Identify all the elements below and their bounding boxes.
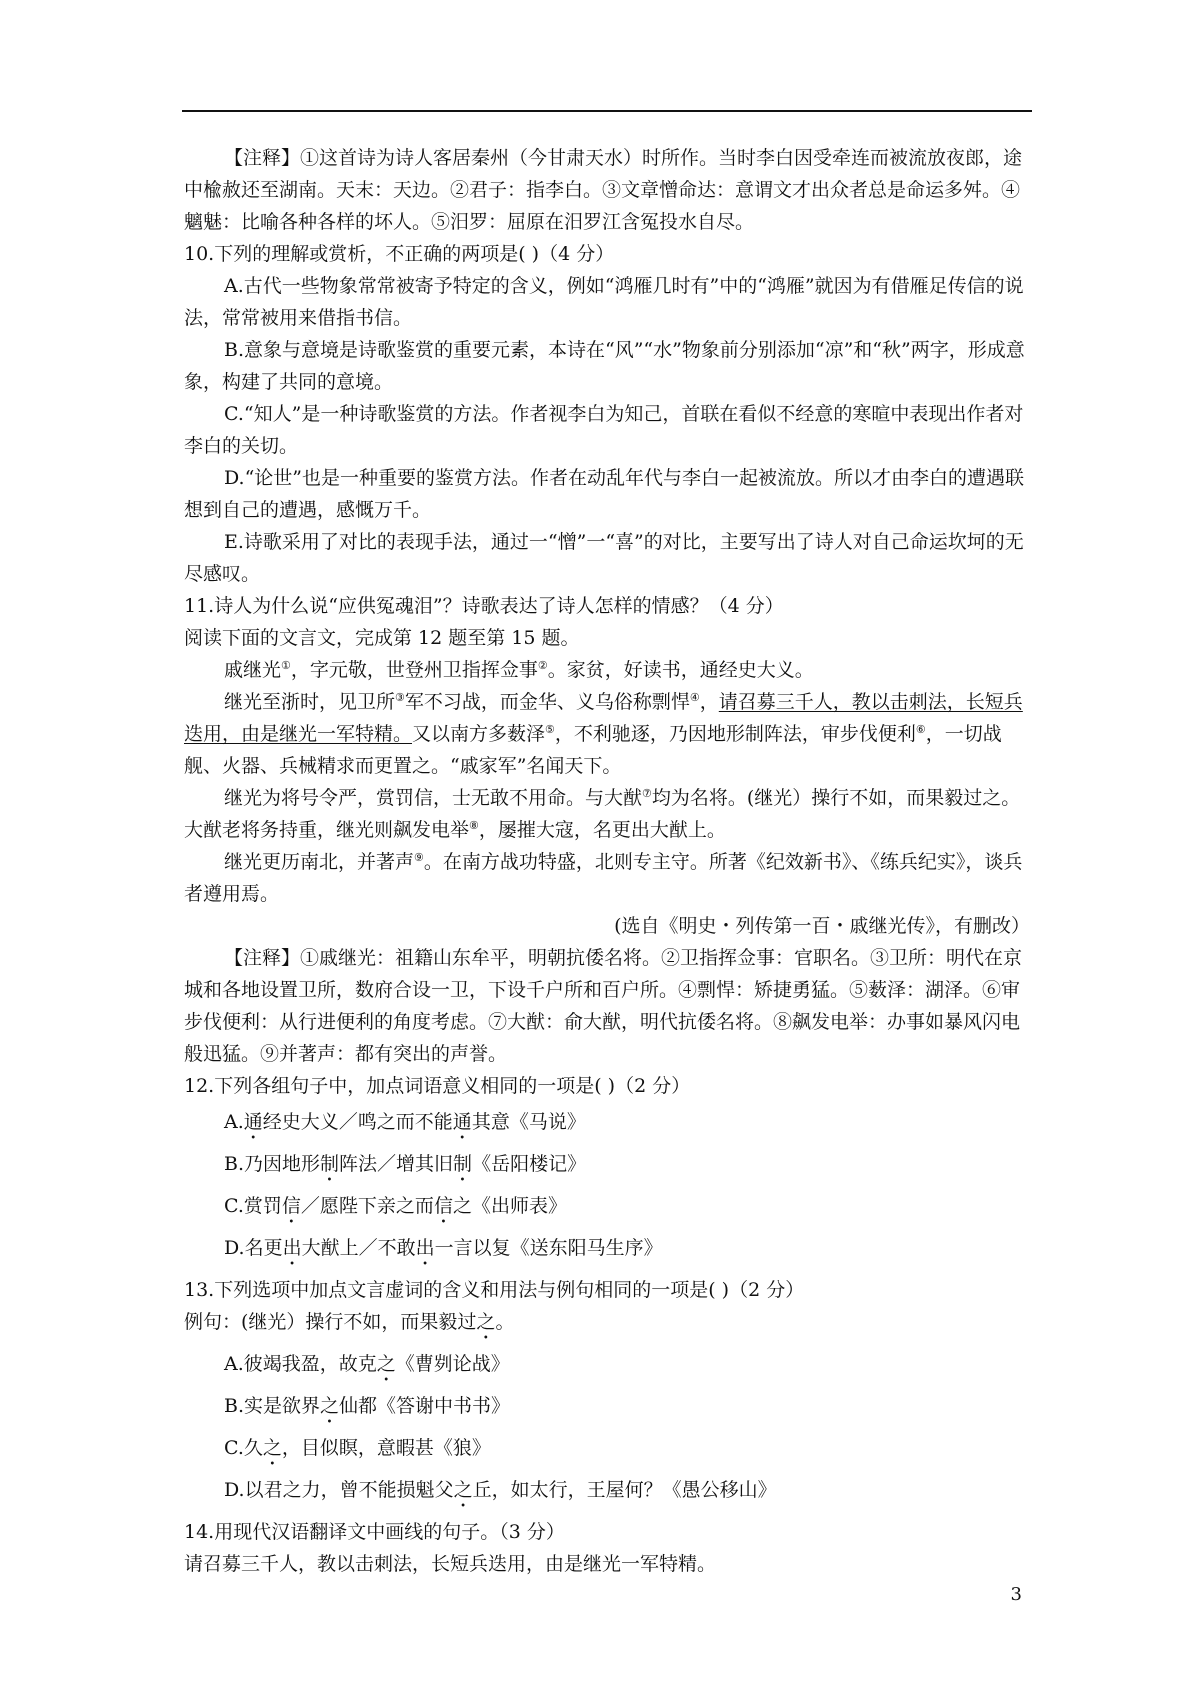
question-10-option-a: A.古代一些物象常常被寄予特定的含义，例如“鸿雁几时有”中的“鸿雁”就因为有借雁足传信的说法，常常被用来借指书信。: [184, 275, 1024, 329]
question-11: 11.诗人为什么说“应供冤魂泪”？诗歌表达了诗人怎样的情感？（4 分）: [184, 595, 784, 617]
question-10-option-d: D.“论世”也是一种重要的鉴赏方法。作者在动乱年代与李白一起被流放。所以才由李白的遭遇联想到自己的遭遇，感慨万千。: [184, 467, 1025, 521]
passage-paragraph-4: 继光更历南北，并著声⑨。在南方战功特盛，北则专主守。所著《纪效新书》、《练兵纪实》，谈兵者遵用焉。: [184, 851, 1023, 905]
passage-source: (选自《明史・列传第一百・戚继光传》，有删改）: [614, 915, 1030, 937]
question-10-option-b: B.意象与意境是诗歌鉴赏的重要元素，本诗在“风”“水”物象前分别添加“凉”和“秋”两字，形成意象，构建了共同的意境。: [184, 339, 1025, 393]
question-13-option-a: A.彼竭我盈，故克之《曹刿论战》: [224, 1353, 510, 1375]
poem-notes: 【注释】①这首诗为诗人客居秦州（今甘肃天水）时所作。当时李白因受牵连而被流放夜郎，途中楡赦还至湖南。天末：天边。②君子：指李白。③文章憎命达：意谓文才出众者总是命运多舛。④魑魅：比喻各种各样的坏人。⑤汨罗：屈原在汨罗江含冤投水自尽。: [184, 147, 1023, 233]
question-10-option-c: C.“知人”是一种诗歌鉴赏的方法。作者视李白为知己，首联在看似不经意的寒暄中表现出作者对李白的关切。: [184, 403, 1024, 457]
question-13-option-c: C.久之，目似瞑，意暇甚《狼》: [224, 1437, 491, 1459]
question-10-stem: 10.下列的理解或赏析，不正确的两项是( )（4 分）: [184, 243, 615, 265]
question-13-example: 例句：(继光）操行不如，而果毅过之。: [184, 1311, 515, 1333]
underlined-sentence: 请召募三千人，教以击刺法，长短兵迭用，由是继光一军特精。: [184, 691, 1023, 745]
question-12-option-b: B.乃因地形制阵法／增其旧制《岳阳楼记》: [224, 1153, 587, 1175]
question-13-option-d: D.以君之力，曾不能损魁父之丘，如太行，王屋何？《愚公移山》: [224, 1479, 777, 1501]
passage-paragraph-1: 戚继光①，字元敬，世登州卫指挥佥事②。家贫，好读书，通经史大义。: [224, 659, 814, 681]
question-14-stem: 14.用现代汉语翻译文中画线的句子。（3 分）: [184, 1521, 565, 1543]
passage-paragraph-3: 继光为将号令严，赏罚信，士无敢不用命。与大猷⑦均为名将。(继光）操行不如，而果毅过之。大猷老将务持重，继光则飙发电举⑧，屡摧大寇，名更出大猷上。: [184, 787, 1021, 841]
question-13-stem: 13.下列选项中加点文言虚词的含义和用法与例句相同的一项是( )（2 分）: [184, 1279, 805, 1301]
question-12-stem: 12.下列各组句子中，加点词语意义相同的一项是( )（2 分）: [184, 1075, 691, 1097]
passage-notes: 【注释】①戚继光：祖籍山东牟平，明朝抗倭名将。②卫指挥佥事：官职名。③卫所：明代在京城和各地设置卫所，数府合设一卫，下设千户所和百户所。④剽悍：矫捷勇猛。⑤薮泽：湖泽。⑥审步伐便利：从行进便利的角度考虑。⑦大猷：俞大猷，明代抗倭名将。⑧飙发电举：办事如暴风闪电般迅猛。⑨并著声：都有突出的声誉。: [184, 947, 1023, 1065]
question-12-option-a: A.通经史大义／鸣之而不能通其意《马说》: [224, 1111, 586, 1133]
question-14-sentence: 请召募三千人，教以击刺法，长短兵迭用，由是继光一军特精。: [184, 1553, 717, 1575]
reading-intro: 阅读下面的文言文，完成第 12 题至第 15 题。: [184, 627, 580, 649]
header-rule: [182, 110, 1032, 112]
question-13-option-b: B.实是欲界之仙都《答谢中书书》: [224, 1395, 511, 1417]
question-12-option-c: C.赏罚信／愿陛下亲之而信之《出师表》: [224, 1195, 567, 1217]
question-10-option-e: E.诗歌采用了对比的表现手法，通过一“憎”一“喜”的对比，主要写出了诗人对自己命运坎坷的无尽感叹。: [184, 531, 1024, 585]
passage-paragraph-2: 继光至浙时，见卫所③军不习战，而金华、义乌俗称剽悍④，请召募三千人，教以击刺法，长短兵迭用，由是继光一军特精。又以南方多薮泽⑤，不利驰逐，乃因地形制阵法，审步伐便利⑥，一切战舰、火器、兵械精求而更置之。“戚家军”名闻天下。: [184, 691, 1023, 777]
page-number: 3: [1010, 1584, 1022, 1605]
page-content: [184, 142, 1030, 1580]
question-12-option-d: D.名更出大猷上／不敢出一言以复《送东阳马生序》: [224, 1237, 663, 1259]
